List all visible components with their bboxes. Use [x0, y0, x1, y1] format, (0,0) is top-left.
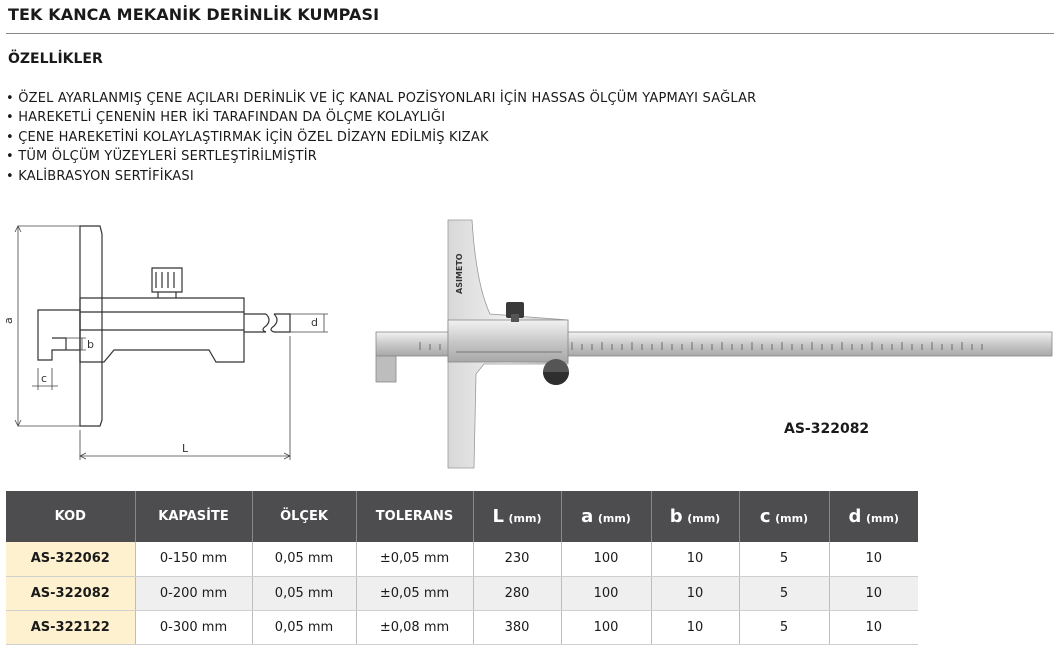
cell-kod: AS-322062: [6, 542, 135, 576]
table-header-row: [6, 491, 918, 542]
cell-kod: AS-322122: [6, 610, 135, 644]
cell-kapasite: 0-300 mm: [135, 610, 252, 644]
page-title: TEK KANCA MEKANİK DERİNLİK KUMPASI: [8, 5, 380, 24]
cell-olcek: 0,05 mm: [252, 542, 356, 576]
cell-b: 10: [651, 576, 739, 610]
feature-item: • KALİBRASYON SERTİFİKASI: [6, 167, 756, 186]
cell-L: 230: [473, 542, 561, 576]
cell-c: 5: [739, 576, 829, 610]
cell-kapasite: 0-150 mm: [135, 542, 252, 576]
cell-b: 10: [651, 610, 739, 644]
product-photo: [372, 214, 1056, 472]
section-heading: ÖZELLİKLER: [8, 51, 103, 67]
cell-tolerans: ±0,05 mm: [356, 576, 473, 610]
dimension-label-a: a: [2, 317, 15, 324]
header-kod: KOD: [6, 491, 135, 542]
feature-item: • HAREKETLİ ÇENENİN HER İKİ TARAFINDAN DA ÖLÇME KOLAYLIĞI: [6, 108, 756, 127]
cell-L: 280: [473, 576, 561, 610]
cell-tolerans: ±0,05 mm: [356, 542, 473, 576]
cell-d: 10: [829, 576, 918, 610]
photo-product-code: AS-322082: [784, 421, 870, 437]
cell-a: 100: [561, 610, 651, 644]
dimension-label-b: b: [87, 338, 94, 351]
header-c: c (mm): [739, 491, 829, 542]
dimension-label-d: d: [311, 316, 318, 329]
brand-label: ASIMETO: [455, 253, 464, 294]
dimension-label-L: L: [182, 442, 189, 455]
feature-item: • ÇENE HAREKETİNİ KOLAYLAŞTIRMAK İÇİN ÖZEL DİZAYN EDİLMİŞ KIZAK: [6, 128, 756, 147]
cell-a: 100: [561, 542, 651, 576]
cell-tolerans: ±0,08 mm: [356, 610, 473, 644]
header-a: a (mm): [561, 491, 651, 542]
header-b: b (mm): [651, 491, 739, 542]
header-kapasite: KAPASİTE: [135, 491, 252, 542]
cell-c: 5: [739, 610, 829, 644]
cell-kod: AS-322082: [6, 576, 135, 610]
header-L: L (mm): [473, 491, 561, 542]
cell-c: 5: [739, 542, 829, 576]
table-row: [6, 576, 918, 610]
cell-olcek: 0,05 mm: [252, 576, 356, 610]
dimension-label-c: c: [41, 372, 48, 385]
header-d: d (mm): [829, 491, 918, 542]
technical-drawing: [4, 220, 334, 470]
feature-item: • TÜM ÖLÇÜM YÜZEYLERİ SERTLEŞTİRİLMİŞTİR: [6, 147, 756, 166]
feature-item: • ÖZEL AYARLANMIŞ ÇENE AÇILARI DERİNLİK VE İÇ KANAL POZİSYONLARI İÇİN HASSAS ÖLÇÜM YAPMAYI SAĞLAR: [6, 89, 756, 108]
table-row: [6, 610, 918, 644]
cell-d: 10: [829, 542, 918, 576]
cell-kapasite: 0-200 mm: [135, 576, 252, 610]
specification-table: [6, 491, 918, 645]
cell-a: 100: [561, 576, 651, 610]
title-divider: [6, 33, 1054, 34]
cell-d: 10: [829, 610, 918, 644]
cell-olcek: 0,05 mm: [252, 610, 356, 644]
header-tolerans: TOLERANS: [356, 491, 473, 542]
cell-L: 380: [473, 610, 561, 644]
table-row: [6, 542, 918, 576]
header-olcek: ÖLÇEK: [252, 491, 356, 542]
cell-b: 10: [651, 542, 739, 576]
feature-list: [6, 89, 756, 186]
